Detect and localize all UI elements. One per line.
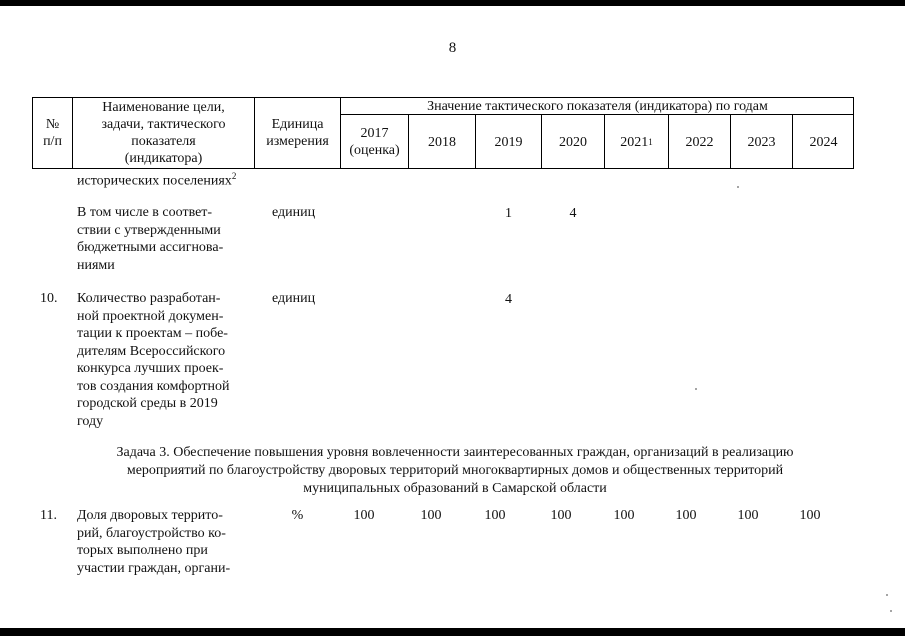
bottom-border xyxy=(0,628,905,636)
task-line: муниципальных образований в Самарской области xyxy=(303,481,607,496)
header-text: Наименование цели, xyxy=(102,100,225,115)
header-year-2019: 2019 xyxy=(494,134,523,150)
row-number: 10. xyxy=(40,291,58,306)
name-line: торых выполнено при xyxy=(77,543,208,558)
name-line: конкурса лучших проек- xyxy=(77,361,224,376)
header-year-2021 xyxy=(605,115,668,169)
header-name xyxy=(73,98,254,168)
header-year-2024: 2024 xyxy=(809,134,838,150)
scan-speck xyxy=(695,388,697,390)
task-line: Задача 3. Обеспечение повышения уровня вовлеченности заинтересованных граждан, организаций в реализацию xyxy=(116,445,794,460)
header-text: п/п xyxy=(43,134,62,149)
name-line: городской среды в 2019 xyxy=(77,396,218,411)
name-line: Количество разработан- xyxy=(77,291,221,306)
continued-text-body: исторических поселениях xyxy=(77,173,232,189)
year-label: 2017 xyxy=(360,126,389,141)
value-2021: 100 xyxy=(613,508,635,523)
value-2019: 4 xyxy=(505,292,512,307)
continued-text xyxy=(77,168,236,190)
name-line: ной проектной докумен- xyxy=(77,308,224,324)
header-text: Единица xyxy=(271,117,324,132)
value-2019: 1 xyxy=(505,206,512,221)
name-line: тов создания комфортной xyxy=(77,378,230,394)
task-heading xyxy=(60,444,850,498)
row-name xyxy=(77,290,249,430)
header-year-2022: 2022 xyxy=(685,134,714,150)
name-line: тации к проектам – побе- xyxy=(77,326,228,341)
header-number xyxy=(33,98,72,168)
footnote-mark: 1 xyxy=(648,136,653,147)
row-unit: % xyxy=(291,508,304,523)
row-name xyxy=(77,204,249,274)
name-line: ствии с утвержденными xyxy=(77,222,221,238)
scan-speck xyxy=(886,594,888,596)
name-line: В том числе в соответ- xyxy=(77,205,213,220)
year-note: (оценка) xyxy=(349,143,400,158)
name-line: бюджетными ассигнова- xyxy=(77,240,224,255)
header-year-2017 xyxy=(341,115,408,169)
name-line: участии граждан, органи- xyxy=(77,560,231,576)
scan-speck xyxy=(737,186,739,188)
header-year-2023: 2023 xyxy=(747,134,776,150)
top-border xyxy=(0,0,905,6)
year-label: 2021 xyxy=(620,134,649,150)
value-2017: 100 xyxy=(353,508,375,523)
scan-speck xyxy=(890,610,892,612)
value-2018: 100 xyxy=(420,508,442,523)
name-line: Доля дворовых террито- xyxy=(77,508,223,523)
name-line: рий, благоустройство ко- xyxy=(77,525,226,541)
name-line: дителям Всероссийского xyxy=(77,343,226,359)
row-unit: единиц xyxy=(272,291,316,306)
header-text: показателя xyxy=(131,134,196,149)
name-line: году xyxy=(77,413,104,429)
page-number: 8 xyxy=(448,40,457,56)
header-years-title: Значение тактического показателя (индикатора) по годам xyxy=(427,98,768,114)
header-text: измерения xyxy=(266,134,329,149)
value-2024: 100 xyxy=(799,508,821,523)
header-year-2018: 2018 xyxy=(428,134,456,150)
header-text: № xyxy=(45,117,60,132)
header-text: (индикатора) xyxy=(124,151,203,166)
row-name xyxy=(77,507,249,577)
footnote-mark: 2 xyxy=(231,171,237,181)
header-text: задачи, тактического xyxy=(101,117,226,132)
row-number: 11. xyxy=(40,508,57,523)
value-2019: 100 xyxy=(484,508,506,523)
value-2022: 100 xyxy=(675,508,697,523)
row-unit: единиц xyxy=(272,205,316,220)
value-2020: 4 xyxy=(569,206,577,221)
header-year-2020: 2020 xyxy=(559,134,587,150)
header-unit xyxy=(255,98,340,168)
value-2020: 100 xyxy=(550,508,572,523)
task-line: мероприятий по благоустройству дворовых территорий многоквартирных домов и общественных территорий xyxy=(126,463,784,478)
value-2023: 100 xyxy=(737,508,759,523)
name-line: ниями xyxy=(77,257,115,273)
